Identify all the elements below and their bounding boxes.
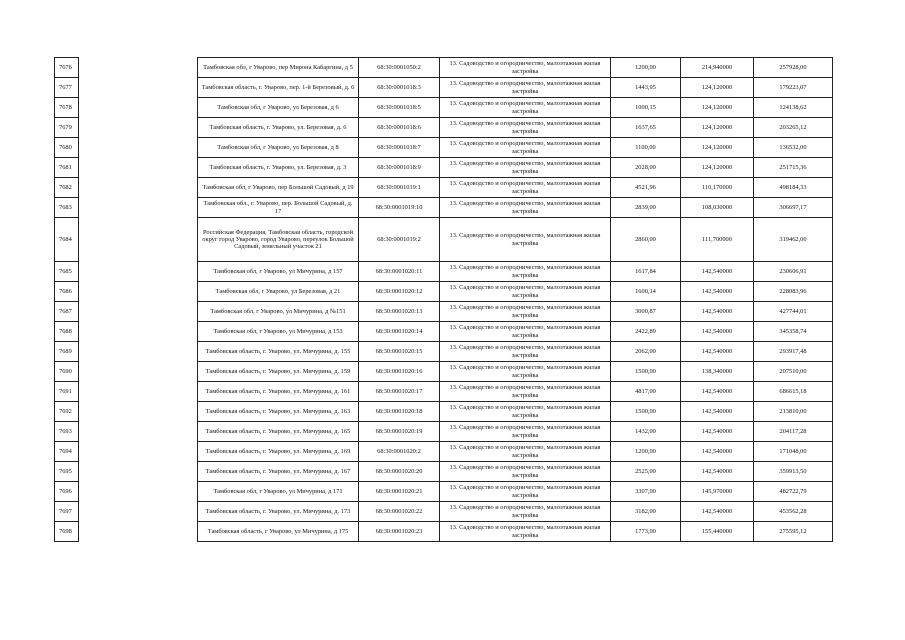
land-use-cell: 13. Садоводство и огородничество, малоэтажная жилая застройка <box>440 282 611 302</box>
area-cell: 3000,87 <box>611 302 681 322</box>
area-cell: 1637,65 <box>611 118 681 138</box>
cadastral-number-cell: 68:30:0001020:11 <box>359 262 440 282</box>
cadastral-value-cell: 179223,07 <box>754 78 833 98</box>
area-cell: 2062,00 <box>611 342 681 362</box>
land-use-cell: 13. Садоводство и огородничество, малоэтажная жилая застройка <box>440 78 611 98</box>
table-row <box>55 118 833 138</box>
cadastral-number-cell: 68:30:0001018:9 <box>359 158 440 178</box>
address-cell: Тамбовская область, г. Уварово, ул. Мичурина, д. 167 <box>198 462 359 482</box>
table-row <box>55 198 833 218</box>
rate-cell: 111,700000 <box>681 218 754 262</box>
blank-cell <box>79 322 198 342</box>
table-row <box>55 98 833 118</box>
rate-cell: 142,540000 <box>681 282 754 302</box>
cadastral-value-cell: 230606,91 <box>754 262 833 282</box>
rate-cell: 138,340000 <box>681 362 754 382</box>
blank-cell <box>79 382 198 402</box>
rate-cell: 142,540000 <box>681 382 754 402</box>
blank-cell <box>79 262 198 282</box>
area-cell: 1432,00 <box>611 422 681 442</box>
land-use-cell: 13. Садоводство и огородничество, малоэтажная жилая застройка <box>440 502 611 522</box>
table-row <box>55 362 833 382</box>
address-cell: Тамбовская область, г Уварово, ул Мичурина, д 175 <box>198 522 359 542</box>
land-use-cell: 13. Садоводство и огородничество, малоэтажная жилая застройка <box>440 98 611 118</box>
cadastral-value-cell: 293917,48 <box>754 342 833 362</box>
cadastral-value-cell: 251715,36 <box>754 158 833 178</box>
blank-cell <box>79 302 198 322</box>
area-cell: 1443,95 <box>611 78 681 98</box>
land-use-cell: 13. Садоводство и огородничество, малоэтажная жилая застройка <box>440 198 611 218</box>
land-use-cell: 13. Садоводство и огородничество, малоэтажная жилая застройка <box>440 218 611 262</box>
rate-cell: 124,120000 <box>681 118 754 138</box>
blank-cell <box>79 442 198 462</box>
blank-cell <box>79 98 198 118</box>
cadastral-value-cell: 136532,00 <box>754 138 833 158</box>
cadastral-value-cell: 207510,00 <box>754 362 833 382</box>
cadastral-number-cell: 68:30:0001018:5 <box>359 98 440 118</box>
cadastral-value-cell: 686615,18 <box>754 382 833 402</box>
rate-cell: 110,170000 <box>681 178 754 198</box>
land-register-table <box>54 57 833 542</box>
blank-cell <box>79 342 198 362</box>
blank-cell <box>79 462 198 482</box>
address-cell: Тамбовская область, г. Уварово, ул. Мичурина, д. 161 <box>198 382 359 402</box>
rate-cell: 214,940000 <box>681 58 754 78</box>
cadastral-value-cell: 453562,28 <box>754 502 833 522</box>
address-cell: Российская Федерация, Тамбовская область, городской округ город Уварово, город Уварово, переулок Большой Садовый, земельный участок 21 <box>198 218 359 262</box>
cadastral-number-cell: 68:30:0001018:6 <box>359 118 440 138</box>
blank-cell <box>79 198 198 218</box>
address-cell: Тамбовская область, г. Уварово, ул. Мичурина, д. 169 <box>198 442 359 462</box>
cadastral-number-cell: 68:30:0001020:17 <box>359 382 440 402</box>
table-row <box>55 422 833 442</box>
table-row <box>55 78 833 98</box>
rate-cell: 142,540000 <box>681 442 754 462</box>
land-use-cell: 13. Садоводство и огородничество, малоэтажная жилая застройка <box>440 262 611 282</box>
row-number: 7690 <box>55 362 79 382</box>
row-number: 7692 <box>55 402 79 422</box>
table-row <box>55 502 833 522</box>
rate-cell: 155,440000 <box>681 522 754 542</box>
land-use-cell: 13. Садоводство и огородничество, малоэтажная жилая застройка <box>440 138 611 158</box>
row-number: 7683 <box>55 198 79 218</box>
address-cell: Тамбовская обл, г Уварово, ул Мичурина, д 171 <box>198 482 359 502</box>
table-row <box>55 462 833 482</box>
land-use-cell: 13. Садоводство и огородничество, малоэтажная жилая застройка <box>440 362 611 382</box>
address-cell: Тамбовская область, г. Уварово, пер. 1-й Березовый, д. 6 <box>198 78 359 98</box>
cadastral-number-cell: 68:30:0001019:1 <box>359 178 440 198</box>
blank-cell <box>79 502 198 522</box>
table-row <box>55 522 833 542</box>
blank-cell <box>79 158 198 178</box>
address-cell: Тамбовская обл, г Уварово, ул Березовая, д 21 <box>198 282 359 302</box>
rate-cell: 142,540000 <box>681 422 754 442</box>
row-number: 7678 <box>55 98 79 118</box>
land-use-cell: 13. Садоводство и огородничество, малоэтажная жилая застройка <box>440 402 611 422</box>
blank-cell <box>79 58 198 78</box>
rate-cell: 124,120000 <box>681 98 754 118</box>
blank-cell <box>79 138 198 158</box>
table-row <box>55 138 833 158</box>
rate-cell: 142,540000 <box>681 302 754 322</box>
rate-cell: 142,540000 <box>681 502 754 522</box>
area-cell: 1600,14 <box>611 282 681 302</box>
area-cell: 1500,00 <box>611 362 681 382</box>
table-row <box>55 302 833 322</box>
table-row <box>55 158 833 178</box>
area-cell: 1773,00 <box>611 522 681 542</box>
table-row <box>55 218 833 262</box>
rate-cell: 142,540000 <box>681 322 754 342</box>
address-cell: Тамбовская область, г. Уварово, ул. Березовая, д. 6 <box>198 118 359 138</box>
row-number: 7693 <box>55 422 79 442</box>
area-cell: 2028,00 <box>611 158 681 178</box>
row-number: 7687 <box>55 302 79 322</box>
land-use-cell: 13. Садоводство и огородничество, малоэтажная жилая застройка <box>440 178 611 198</box>
rate-cell: 142,540000 <box>681 342 754 362</box>
blank-cell <box>79 422 198 442</box>
area-cell: 2525,00 <box>611 462 681 482</box>
rate-cell: 108,030000 <box>681 198 754 218</box>
table-row <box>55 178 833 198</box>
land-use-cell: 13. Садоводство и огородничество, малоэтажная жилая застройка <box>440 382 611 402</box>
cadastral-number-cell: 68:30:0001019:2 <box>359 218 440 262</box>
land-use-cell: 13. Садоводство и огородничество, малоэтажная жилая застройка <box>440 322 611 342</box>
row-number: 7691 <box>55 382 79 402</box>
blank-cell <box>79 482 198 502</box>
row-number: 7688 <box>55 322 79 342</box>
address-cell: Тамбовская область, г. Уварово, ул. Мичурина, д. 163 <box>198 402 359 422</box>
area-cell: 1000,15 <box>611 98 681 118</box>
land-use-cell: 13. Садоводство и огородничество, малоэтажная жилая застройка <box>440 158 611 178</box>
cadastral-value-cell: 124138,62 <box>754 98 833 118</box>
cadastral-value-cell: 257928,00 <box>754 58 833 78</box>
rate-cell: 124,120000 <box>681 138 754 158</box>
row-number: 7696 <box>55 482 79 502</box>
area-cell: 4521,96 <box>611 178 681 198</box>
land-use-cell: 13. Садоводство и огородничество, малоэтажная жилая застройка <box>440 118 611 138</box>
area-cell: 1617,84 <box>611 262 681 282</box>
table-row <box>55 482 833 502</box>
table-row <box>55 382 833 402</box>
cadastral-number-cell: 68:30:0001020:13 <box>359 302 440 322</box>
address-cell: Тамбовская область, г. Уварово, ул. Мичурина, д. 173 <box>198 502 359 522</box>
address-cell: Тамбовская область, г. Уварово, ул. Березовая, д. 3 <box>198 158 359 178</box>
land-use-cell: 13. Садоводство и огородничество, малоэтажная жилая застройка <box>440 522 611 542</box>
cadastral-value-cell: 319462,00 <box>754 218 833 262</box>
cadastral-number-cell: 68:30:0001019:10 <box>359 198 440 218</box>
cadastral-number-cell: 68:30:0001020:15 <box>359 342 440 362</box>
row-number: 7694 <box>55 442 79 462</box>
address-cell: Тамбовская область, г. Уварово, ул. Мичурина, д. 155 <box>198 342 359 362</box>
land-use-cell: 13. Садоводство и огородничество, малоэтажная жилая застройка <box>440 342 611 362</box>
cadastral-number-cell: 68:30:0001020:2 <box>359 442 440 462</box>
area-cell: 3182,00 <box>611 502 681 522</box>
address-cell: Тамбовская обл, г Уварово, ул Мичурина, д 153 <box>198 322 359 342</box>
rate-cell: 124,120000 <box>681 158 754 178</box>
cadastral-number-cell: 68:30:0001018:3 <box>359 78 440 98</box>
address-cell: Тамбовская обл, г Уварово, пер Мирона Кабаргина, д 5 <box>198 58 359 78</box>
area-cell: 3307,00 <box>611 482 681 502</box>
row-number: 7689 <box>55 342 79 362</box>
cadastral-value-cell: 306697,17 <box>754 198 833 218</box>
land-use-cell: 13. Садоводство и огородничество, малоэтажная жилая застройка <box>440 482 611 502</box>
row-number: 7697 <box>55 502 79 522</box>
blank-cell <box>79 282 198 302</box>
land-use-cell: 13. Садоводство и огородничество, малоэтажная жилая застройка <box>440 58 611 78</box>
cadastral-number-cell: 68:30:0001050:2 <box>359 58 440 78</box>
cadastral-value-cell: 228083,96 <box>754 282 833 302</box>
rate-cell: 142,540000 <box>681 462 754 482</box>
area-cell: 1200,00 <box>611 58 681 78</box>
address-cell: Тамбовская обл, г Уварово, ул Мичурина, д №151 <box>198 302 359 322</box>
cadastral-value-cell: 345358,74 <box>754 322 833 342</box>
row-number: 7681 <box>55 158 79 178</box>
cadastral-value-cell: 204117,28 <box>754 422 833 442</box>
cadastral-value-cell: 482722,79 <box>754 482 833 502</box>
rate-cell: 145,970000 <box>681 482 754 502</box>
table-row <box>55 402 833 422</box>
address-cell: Тамбовская обл, г Уварово, ул Мичурина, д 157 <box>198 262 359 282</box>
row-number: 7676 <box>55 58 79 78</box>
land-use-cell: 13. Садоводство и огородничество, малоэтажная жилая застройка <box>440 442 611 462</box>
address-cell: Тамбовская область, г. Уварово, ул. Мичурина, д. 159 <box>198 362 359 382</box>
cadastral-value-cell: 171048,00 <box>754 442 833 462</box>
cadastral-number-cell: 68:30:0001020:20 <box>359 462 440 482</box>
cadastral-number-cell: 68:30:0001020:22 <box>359 502 440 522</box>
blank-cell <box>79 218 198 262</box>
cadastral-value-cell: 498184,33 <box>754 178 833 198</box>
row-number: 7677 <box>55 78 79 98</box>
row-number: 7680 <box>55 138 79 158</box>
area-cell: 1100,00 <box>611 138 681 158</box>
row-number: 7686 <box>55 282 79 302</box>
cadastral-number-cell: 68:30:0001020:23 <box>359 522 440 542</box>
area-cell: 2860,00 <box>611 218 681 262</box>
cadastral-number-cell: 68:30:0001020:12 <box>359 282 440 302</box>
table-row <box>55 322 833 342</box>
table-row <box>55 442 833 462</box>
area-cell: 1500,00 <box>611 402 681 422</box>
cadastral-number-cell: 68:30:0001020:14 <box>359 322 440 342</box>
address-cell: Тамбовская обл, г Уварово, пер Большой Садовый, д 19 <box>198 178 359 198</box>
table-row <box>55 282 833 302</box>
land-use-cell: 13. Садоводство и огородничество, малоэтажная жилая застройка <box>440 462 611 482</box>
cadastral-number-cell: 68:30:0001020:19 <box>359 422 440 442</box>
table-row <box>55 342 833 362</box>
row-number: 7679 <box>55 118 79 138</box>
rate-cell: 142,540000 <box>681 262 754 282</box>
cadastral-value-cell: 427744,01 <box>754 302 833 322</box>
row-number: 7682 <box>55 178 79 198</box>
cadastral-value-cell: 203265,12 <box>754 118 833 138</box>
row-number: 7685 <box>55 262 79 282</box>
blank-cell <box>79 362 198 382</box>
blank-cell <box>79 178 198 198</box>
land-use-cell: 13. Садоводство и огородничество, малоэтажная жилая застройка <box>440 422 611 442</box>
rate-cell: 124,120000 <box>681 78 754 98</box>
cadastral-number-cell: 68:30:0001020:21 <box>359 482 440 502</box>
land-use-cell: 13. Садоводство и огородничество, малоэтажная жилая застройка <box>440 302 611 322</box>
area-cell: 1200,00 <box>611 442 681 462</box>
cadastral-value-cell: 213810,00 <box>754 402 833 422</box>
blank-cell <box>79 118 198 138</box>
address-cell: Тамбовская обл., г. Уварово, пер. Большой Садовый, д. 17 <box>198 198 359 218</box>
blank-cell <box>79 402 198 422</box>
blank-cell <box>79 78 198 98</box>
table-row <box>55 58 833 78</box>
rate-cell: 142,540000 <box>681 402 754 422</box>
area-cell: 2839,00 <box>611 198 681 218</box>
cadastral-value-cell: 359913,50 <box>754 462 833 482</box>
row-number: 7695 <box>55 462 79 482</box>
row-number: 7684 <box>55 218 79 262</box>
table-row <box>55 262 833 282</box>
address-cell: Тамбовская обл, г Уварово, ул Березовая, д 8 <box>198 138 359 158</box>
cadastral-value-cell: 275595,12 <box>754 522 833 542</box>
cadastral-number-cell: 68:30:0001020:16 <box>359 362 440 382</box>
area-cell: 2422,89 <box>611 322 681 342</box>
blank-cell <box>79 522 198 542</box>
area-cell: 4817,00 <box>611 382 681 402</box>
cadastral-number-cell: 68:30:0001020:18 <box>359 402 440 422</box>
address-cell: Тамбовская обл, г Уварово, ул Березовая, д 6 <box>198 98 359 118</box>
cadastral-number-cell: 68:30:0001018:7 <box>359 138 440 158</box>
row-number: 7698 <box>55 522 79 542</box>
address-cell: Тамбовская область, г. Уварово, ул. Мичурина, д. 165 <box>198 422 359 442</box>
